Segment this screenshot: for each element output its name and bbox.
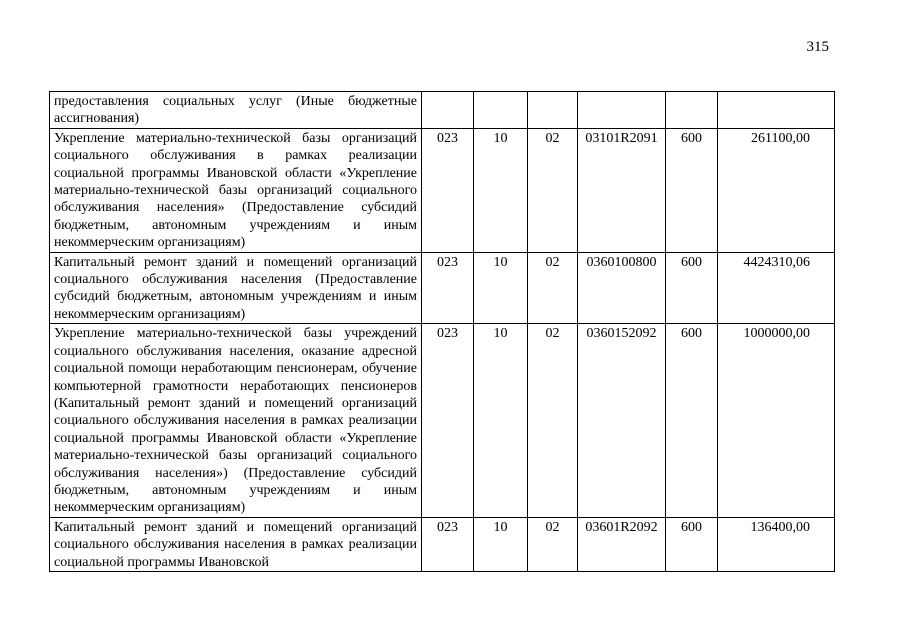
row-expense-type: 600 — [666, 517, 718, 571]
row-section-code: 10 — [474, 517, 528, 571]
row-description: Укрепление материально-технической базы учреждений социального обслуживания населения, оказание адресной социальной помощи неработающим пенсионерам, обучение компьютерной грамотности неработающих пенсионеров (Капитальный ремонт зданий и помещений организаций социального обслуживания населения в рамках реализации социальной программы Ивановской области «Укрепление материально-технической базы организаций социального обслуживания населения») (Предоставление субсидий бюджетным, автономным учреждениям и иным некоммерческим организациям) — [50, 324, 422, 517]
row-target-article — [578, 92, 666, 129]
row-amount: 1000000,00 — [718, 324, 835, 517]
row-ministry-code — [422, 92, 474, 129]
page-number: 315 — [806, 39, 829, 55]
row-description: предоставления социальных услуг (Иные бюджетные ассигнования) — [50, 92, 422, 129]
table-row — [50, 324, 835, 517]
row-expense-type: 600 — [666, 324, 718, 517]
row-amount: 261100,00 — [718, 128, 835, 252]
row-amount: 136400,00 — [718, 517, 835, 571]
table-row — [50, 252, 835, 324]
row-amount: 4424310,06 — [718, 252, 835, 324]
row-expense-type — [666, 92, 718, 129]
row-expense-type: 600 — [666, 128, 718, 252]
row-amount — [718, 92, 835, 129]
row-description: Капитальный ремонт зданий и помещений организаций социального обслуживания населения (Предоставление субсидий бюджетным, автономным учреждениям и иным некоммерческим организациям) — [50, 252, 422, 324]
row-target-article: 0360152092 — [578, 324, 666, 517]
row-ministry-code: 023 — [422, 517, 474, 571]
table-row — [50, 92, 835, 129]
row-ministry-code: 023 — [422, 128, 474, 252]
budget-table — [49, 91, 835, 572]
row-subsection-code: 02 — [528, 252, 578, 324]
row-target-article: 0360100800 — [578, 252, 666, 324]
row-subsection-code: 02 — [528, 128, 578, 252]
row-description: Укрепление материально-технической базы организаций социального обслуживания в рамках реализации социальной программы Ивановской области «Укрепление материально-технической базы организаций социального обслуживания населения» (Предоставление субсидий бюджетным, автономным учреждениям и иным некоммерческим организациям) — [50, 128, 422, 252]
row-description: Капитальный ремонт зданий и помещений организаций социального обслуживания населения в рамках реализации социальной программы Ивановской — [50, 517, 422, 571]
row-subsection-code: 02 — [528, 324, 578, 517]
row-target-article: 03601R2092 — [578, 517, 666, 571]
row-section-code — [474, 92, 528, 129]
row-expense-type: 600 — [666, 252, 718, 324]
row-subsection-code: 02 — [528, 517, 578, 571]
row-subsection-code — [528, 92, 578, 129]
row-target-article: 03101R2091 — [578, 128, 666, 252]
row-section-code: 10 — [474, 252, 528, 324]
table-row — [50, 128, 835, 252]
row-ministry-code: 023 — [422, 252, 474, 324]
row-section-code: 10 — [474, 324, 528, 517]
row-ministry-code: 023 — [422, 324, 474, 517]
table-row — [50, 517, 835, 571]
row-section-code: 10 — [474, 128, 528, 252]
